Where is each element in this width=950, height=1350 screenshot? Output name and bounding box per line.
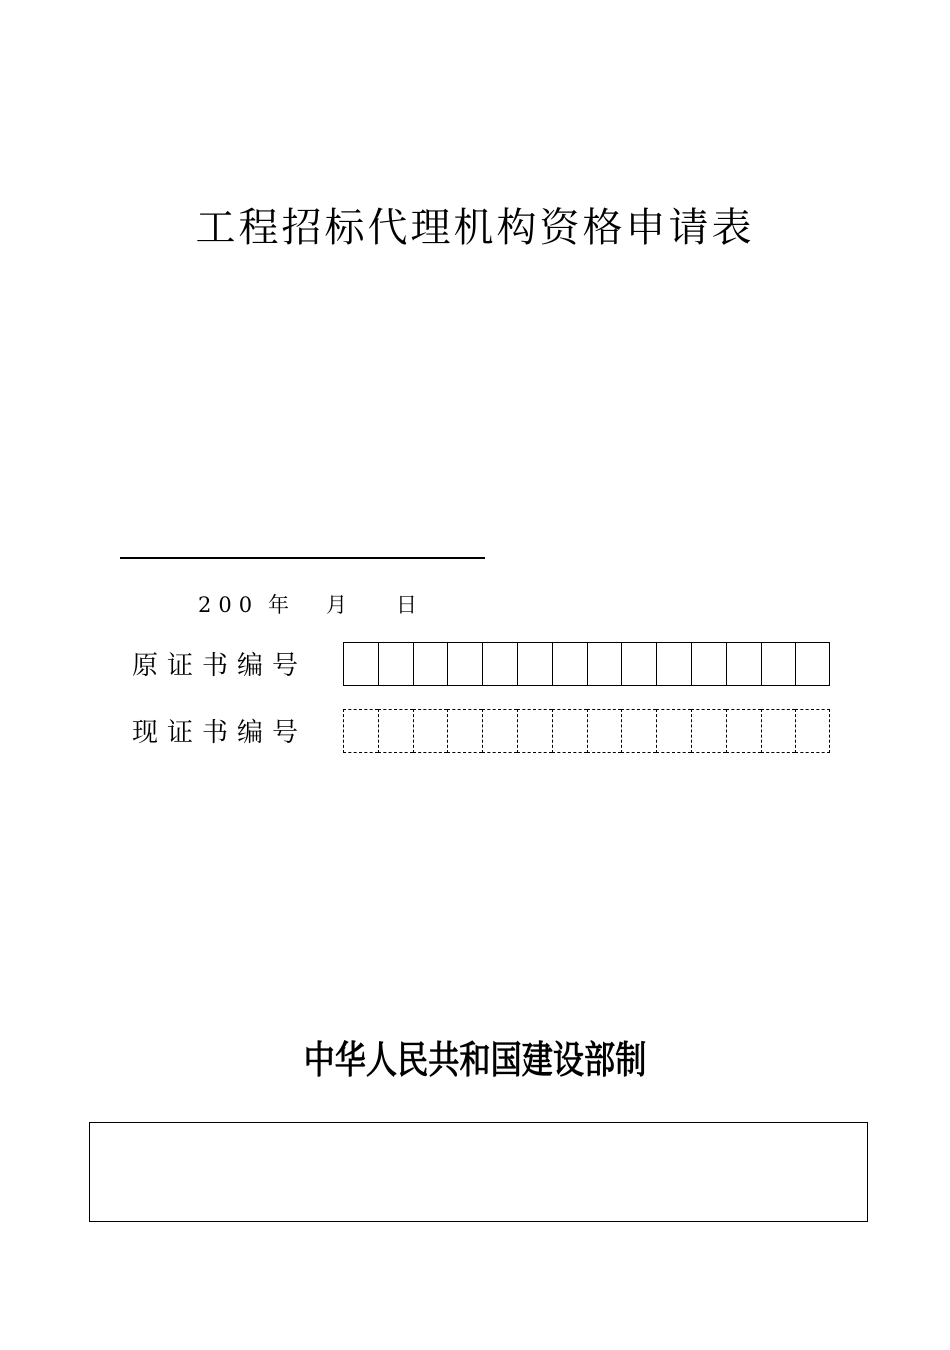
new-certificate-digit-box[interactable] bbox=[447, 709, 482, 753]
date-month-unit: 月 bbox=[326, 593, 347, 617]
original-certificate-label: 原证书编号 bbox=[132, 651, 308, 681]
original-certificate-digit-box[interactable] bbox=[517, 642, 552, 686]
form-title: 工程招标代理机构资格申请表 bbox=[195, 205, 755, 251]
original-certificate-digit-box[interactable] bbox=[378, 642, 413, 686]
applicant-name-line[interactable] bbox=[120, 557, 485, 559]
new-certificate-digit-box[interactable] bbox=[726, 709, 761, 753]
new-certificate-digit-box[interactable] bbox=[378, 709, 413, 753]
original-certificate-digit-box[interactable] bbox=[795, 642, 830, 686]
new-certificate-digit-box[interactable] bbox=[517, 709, 552, 753]
original-certificate-digit-box[interactable] bbox=[413, 642, 448, 686]
new-certificate-digit-box[interactable] bbox=[552, 709, 587, 753]
original-certificate-digit-box[interactable] bbox=[482, 642, 517, 686]
new-certificate-digit-box[interactable] bbox=[482, 709, 517, 753]
new-certificate-label: 现证书编号 bbox=[132, 718, 308, 748]
original-certificate-number-boxes[interactable] bbox=[343, 642, 830, 686]
original-certificate-digit-box[interactable] bbox=[447, 642, 482, 686]
new-certificate-digit-box[interactable] bbox=[656, 709, 691, 753]
date-year-unit: 年 bbox=[268, 593, 289, 617]
original-certificate-digit-box[interactable] bbox=[726, 642, 761, 686]
original-certificate-digit-box[interactable] bbox=[656, 642, 691, 686]
original-certificate-digit-box[interactable] bbox=[761, 642, 796, 686]
new-certificate-number-boxes[interactable] bbox=[343, 709, 830, 753]
new-certificate-digit-box[interactable] bbox=[761, 709, 796, 753]
date-day-unit: 日 bbox=[396, 593, 417, 617]
new-certificate-digit-box[interactable] bbox=[621, 709, 656, 753]
issuer-text: 中华人民共和国建设部制 bbox=[303, 1037, 647, 1082]
new-certificate-digit-box[interactable] bbox=[343, 709, 378, 753]
date-line bbox=[198, 590, 417, 620]
original-certificate-digit-box[interactable] bbox=[552, 642, 587, 686]
original-certificate-digit-box[interactable] bbox=[343, 642, 378, 686]
bottom-info-box bbox=[89, 1122, 868, 1222]
original-certificate-digit-box[interactable] bbox=[587, 642, 622, 686]
new-certificate-digit-box[interactable] bbox=[691, 709, 726, 753]
new-certificate-digit-box[interactable] bbox=[587, 709, 622, 753]
new-certificate-digit-box[interactable] bbox=[413, 709, 448, 753]
original-certificate-digit-box[interactable] bbox=[621, 642, 656, 686]
date-year-prefix: 200 bbox=[198, 593, 260, 617]
new-certificate-digit-box[interactable] bbox=[795, 709, 830, 753]
original-certificate-digit-box[interactable] bbox=[691, 642, 726, 686]
